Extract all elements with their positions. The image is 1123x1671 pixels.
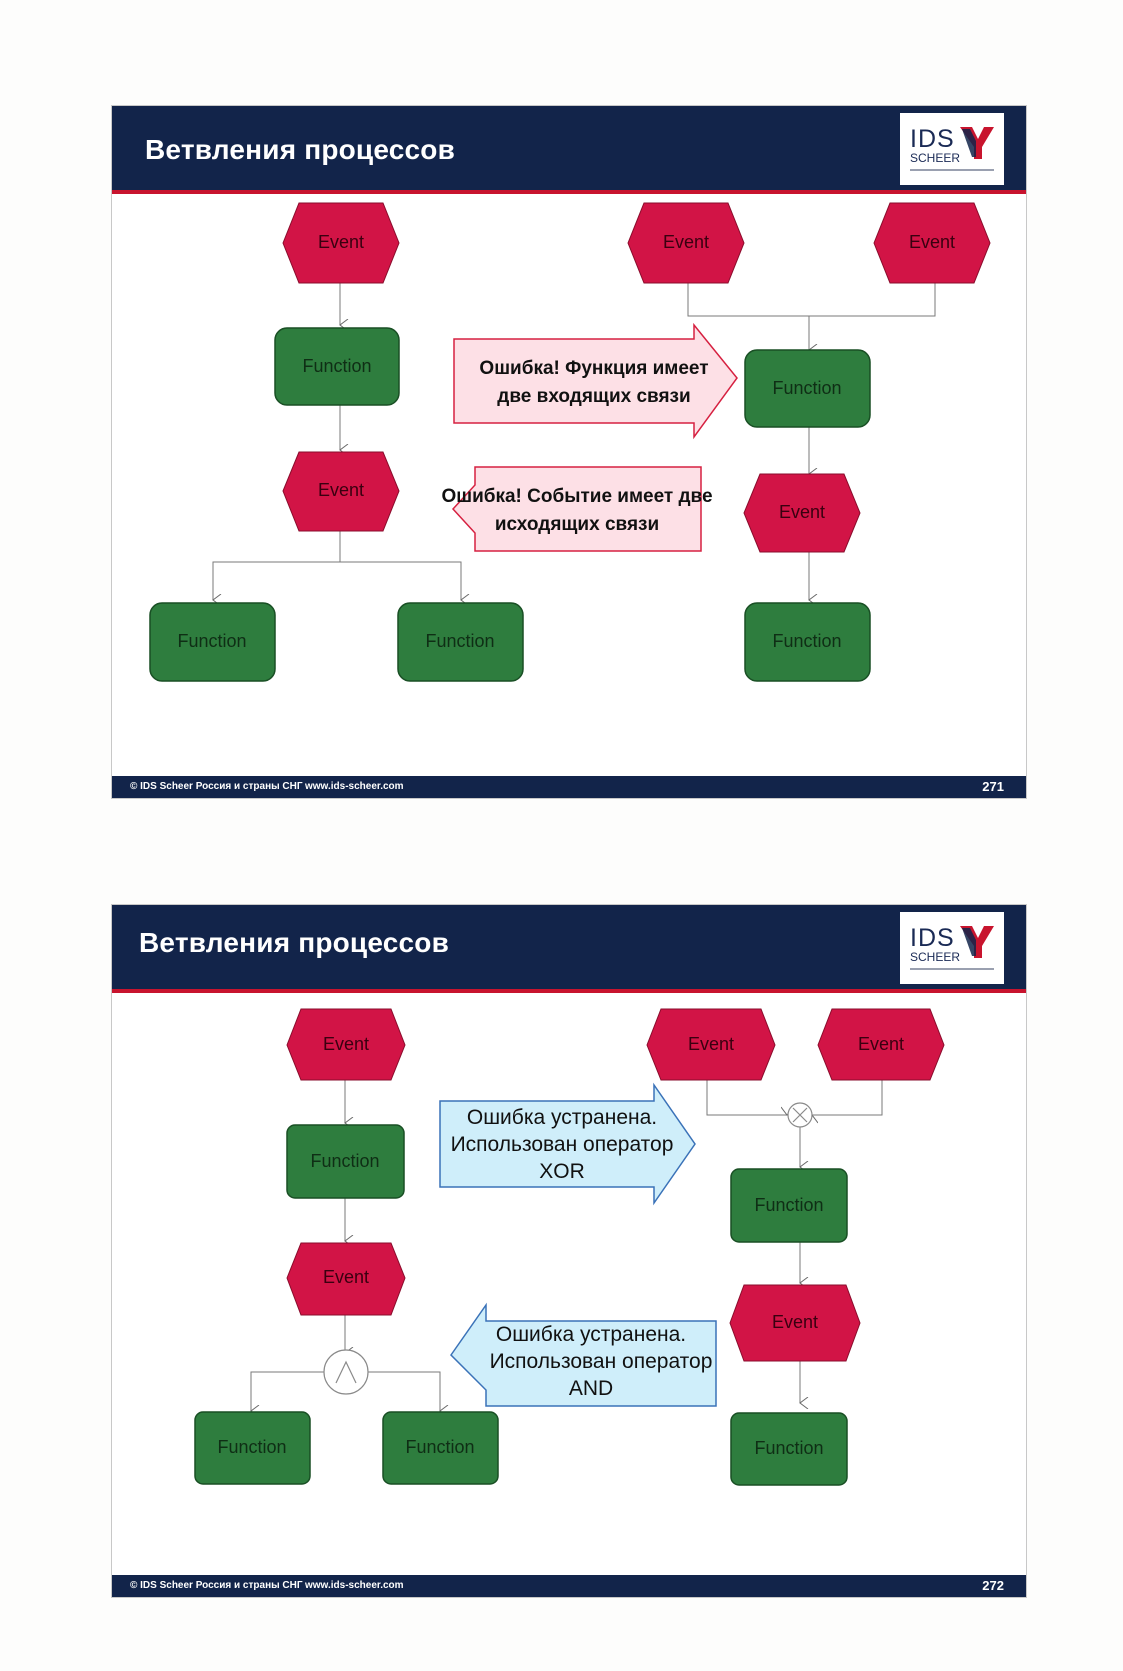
- function-label: Function: [405, 1436, 475, 1457]
- callout-line: Ошибка! Функция имеет: [479, 358, 709, 379]
- function-node: [398, 603, 523, 681]
- event-node: [818, 1009, 944, 1080]
- event-node: [283, 203, 399, 283]
- event-node: [628, 203, 744, 283]
- function-node: [195, 1412, 310, 1484]
- slide-footer: [112, 776, 1026, 798]
- page-number: 272: [982, 1578, 1004, 1593]
- event-label: Event: [687, 1033, 735, 1054]
- footer-copyright: © IDS Scheer Россия и страны СНГ: [130, 781, 303, 792]
- function-label: Function: [772, 630, 842, 651]
- function-node: [731, 1169, 847, 1242]
- logo-text-scheer: SCHEER: [910, 950, 961, 964]
- error-callout-function: [454, 325, 737, 437]
- footer-url: www.ids-scheer.com: [305, 1580, 404, 1591]
- function-node: [275, 328, 399, 405]
- connector: [340, 562, 461, 600]
- function-node: [287, 1125, 404, 1198]
- page-number: 271: [982, 779, 1004, 794]
- event-label: Event: [771, 1311, 819, 1332]
- event-node: [874, 203, 990, 283]
- logo-text-ids: IDS: [910, 125, 955, 153]
- event-label: Event: [322, 1033, 370, 1054]
- slide-title: Ветвления процессов: [145, 134, 456, 165]
- function-node: [383, 1412, 498, 1484]
- event-label: Event: [317, 231, 365, 252]
- event-node: [647, 1009, 775, 1080]
- connector: [809, 283, 935, 350]
- event-label: Event: [778, 501, 826, 522]
- callout-line: Использован оператор: [450, 1133, 674, 1156]
- event-node: [287, 1009, 405, 1080]
- and-operator-icon: [324, 1350, 368, 1394]
- function-node: [745, 350, 870, 427]
- logo-text-ids: IDS: [910, 924, 955, 952]
- error-callout-event: [441, 467, 712, 551]
- callout-line: две входящих связи: [497, 386, 691, 407]
- callout-line: исходящих связи: [494, 514, 660, 535]
- epc-diagram-error: [112, 106, 1026, 798]
- function-node: [150, 603, 275, 681]
- xor-operator-icon: [788, 1103, 812, 1127]
- event-label: Event: [857, 1033, 905, 1054]
- epc-diagram-fixed: [112, 905, 1026, 1597]
- callout-line: Ошибка! Событие имеет две: [441, 486, 713, 507]
- event-node: [730, 1285, 860, 1361]
- function-label: Function: [425, 630, 495, 651]
- connector: [213, 531, 340, 600]
- event-node: [287, 1243, 405, 1315]
- function-node: [731, 1413, 847, 1485]
- callout-line: Ошибка устранена.: [466, 1106, 658, 1129]
- event-label: Event: [908, 231, 956, 252]
- slide-title: Ветвления процессов: [139, 927, 450, 958]
- event-label: Event: [662, 231, 710, 252]
- fixed-callout-xor: [440, 1085, 695, 1203]
- function-label: Function: [217, 1436, 287, 1457]
- footer-copyright: © IDS Scheer Россия и страны СНГ: [130, 1580, 303, 1591]
- slide-271: [111, 105, 1027, 799]
- callout-line: Использован оператор: [489, 1350, 713, 1373]
- connector: [368, 1372, 440, 1411]
- connector: [707, 1080, 787, 1115]
- function-label: Function: [310, 1150, 380, 1171]
- function-label: Function: [754, 1194, 824, 1215]
- fixed-callout-and: [451, 1305, 716, 1406]
- function-label: Function: [772, 377, 842, 398]
- slide-footer: [112, 1575, 1026, 1597]
- footer-url: www.ids-scheer.com: [305, 781, 404, 792]
- event-node: [744, 474, 860, 552]
- logo-text-scheer: SCHEER: [910, 151, 961, 165]
- event-node: [283, 452, 399, 531]
- event-label: Event: [322, 1266, 370, 1287]
- callout-line: Ошибка устранена.: [495, 1323, 687, 1346]
- slide-272: [111, 904, 1027, 1598]
- connector: [251, 1372, 324, 1411]
- function-label: Function: [754, 1437, 824, 1458]
- callout-line: XOR: [539, 1160, 585, 1183]
- connector: [812, 1080, 882, 1115]
- function-label: Function: [302, 355, 372, 376]
- function-node: [745, 603, 870, 681]
- callout-line: AND: [568, 1377, 614, 1400]
- function-label: Function: [177, 630, 247, 651]
- connector: [688, 283, 809, 316]
- event-label: Event: [317, 479, 365, 500]
